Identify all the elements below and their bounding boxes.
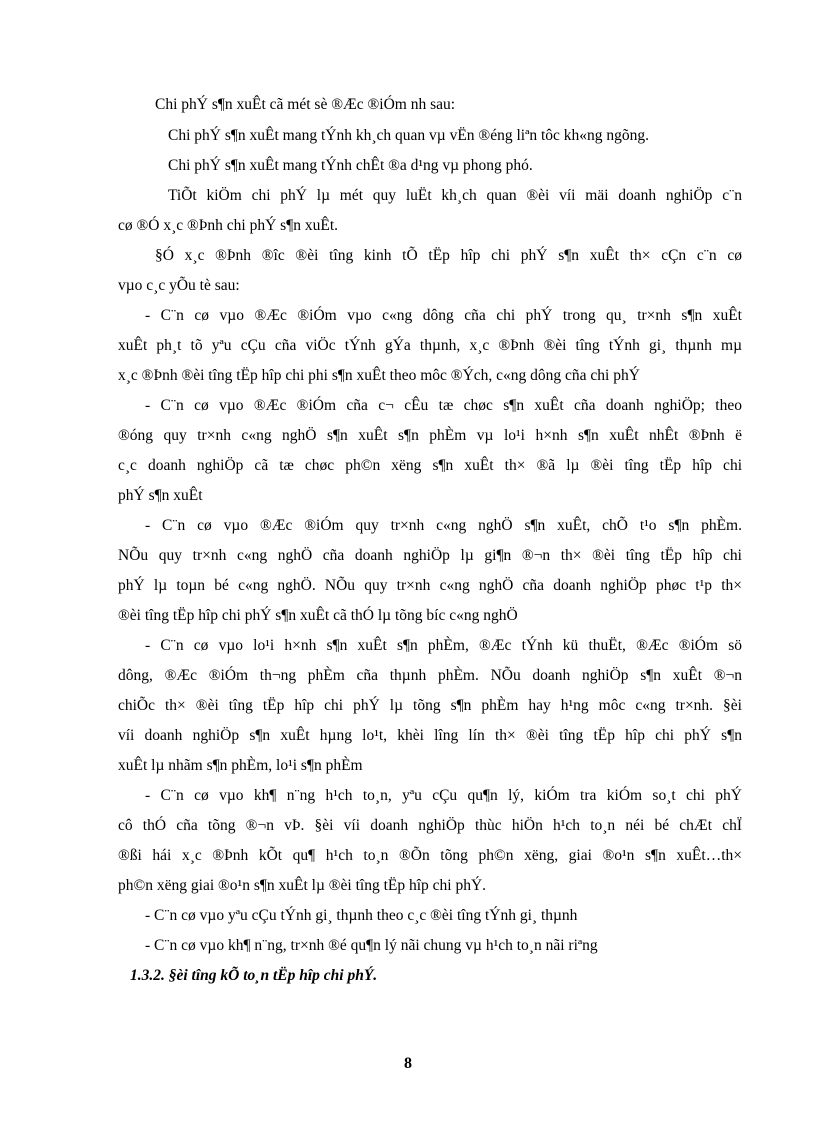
text-line: - C¨n cø vµo ®Æc ®iÓm cña c¬ cÊu tæ chøc s¶n xuÊt cña doanh nghiÖp; theo [145,397,742,414]
text-line: TiÕt kiÖm chi phÝ lµ mét quy luËt kh¸ch quan ®èi víi mäi doanh nghiÖp c¨n [168,187,742,204]
page-number: 8 [404,1055,412,1072]
text-line: ®óng quy tr×nh c«ng nghÖ s¶n xuÊt s¶n phÈm vµ lo¹i h×nh s¶n xuÊt nhÊt ®Þnh ë [118,427,742,444]
text-line: Chi phÝ s¶n xuÊt mang tÝnh kh¸ch quan vµ vËn ®éng liªn tôc kh«ng ngõng. [168,127,650,144]
text-line: - C¨n cø vµo lo¹i h×nh s¶n xuÊt s¶n phÈm, ®Æc tÝnh kü thuËt, ®Æc ®iÓm sö [145,637,742,654]
text-line: ®ßi hái x¸c ®Þnh kÕt qu¶ h¹ch to¸n ®Õn tõng ph©n xëng, giai ®o¹n s¶n xuÊt…th× [118,847,742,864]
text-line: Chi phÝ s¶n xuÊt cã mét sè ®Æc ®iÓm nh sau: [155,96,456,113]
text-line: cô thÓ cña tõng ®¬n vÞ. §èi víi doanh nghiÖp thùc hiÖn h¹ch to¸n néi bé chÆt chÏ [118,817,742,834]
text-line: - C¨n cø vµo ®Æc ®iÓm quy tr×nh c«ng nghÖ s¶n xuÊt, chÕ t¹o s¶n phÈm. [145,517,742,534]
text-line: - C¨n cø vµo ®Æc ®iÓm vµo c«ng dông cña chi phÝ trong qu¸ tr×nh s¶n xuÊt [145,307,742,324]
text-line: cø ®Ó x¸c ®Þnh chi phÝ s¶n xuÊt. [118,217,338,234]
text-line: §Ó x¸c ®Þnh ®îc ®èi tîng kinh tÕ tËp hîp chi phÝ s¶n xuÊt th× cÇn c¨n cø [155,247,742,264]
text-line: vµo c¸c yÕu tè sau: [118,277,240,294]
text-line: c¸c doanh nghiÖp cã tæ chøc ph©n xëng s¶n xuÊt th× ®ã lµ ®èi tîng tËp hîp chi [118,457,742,474]
text-line: víi doanh nghiÖp s¶n xuÊt hµng lo¹t, khèi lîng lín th× ®èi tîng tËp hîp chi phÝ s¶n [118,727,742,744]
text-line: phÝ s¶n xuÊt [118,487,203,504]
text-line: - C¨n cø vµo yªu cÇu tÝnh gi¸ thµnh theo c¸c ®èi tîng tÝnh gi¸ thµnh [145,907,578,924]
text-line: Chi phÝ s¶n xuÊt mang tÝnh chÊt ®a d¹ng vµ phong phó. [168,157,533,174]
text-line: - C¨n cø vµo kh¶ n¨ng, tr×nh ®é qu¶n lý nãi chung vµ h¹ch to¸n nãi riªng [145,937,598,954]
text-line: - C¨n cø vµo kh¶ n¨ng h¹ch to¸n, yªu cÇu qu¶n lý, kiÓm tra kiÓm so¸t chi phÝ [145,787,742,804]
text-line: ph©n xëng giai ®o¹n s¶n xuÊt lµ ®èi tîng tËp hîp chi phÝ. [118,877,487,894]
text-line: NÕu quy tr×nh c«ng nghÖ cña doanh nghiÖp lµ gi¶n ®¬n th× ®èi tîng tËp hîp chi [118,547,742,564]
text-line: xuÊt ph¸t tõ yªu cÇu cña viÖc tÝnh gÝa thµnh, x¸c ®Þnh ®èi tîng tÝnh gi¸ thµnh mµ [118,337,742,354]
text-line: ®èi tîng tËp hîp chi phÝ s¶n xuÊt cã thÓ lµ tõng bíc c«ng nghÖ [118,607,518,624]
text-line: phÝ lµ toµn bé c«ng nghÖ. NÕu quy tr×nh c«ng nghÖ cña doanh nghiÖp phøc t¹p th× [118,577,742,594]
text-line: xuÊt lµ nhãm s¶n phÈm, lo¹i s¶n phÈm [118,757,363,774]
text-line: chiÕc th× ®èi tîng tËp hîp chi phÝ lµ tõng s¶n phÈm hay h¹ng môc c«ng tr×nh. §èi [118,697,742,714]
text-line: x¸c ®Þnh ®èi tîng tËp hîp chi phi s¶n xuÊt theo môc ®Ých, c«ng dông cña chi phÝ [118,367,640,384]
section-heading: 1.3.2. §èi tîng kÕ to¸n tËp hîp chi phÝ. [130,967,378,984]
text-line: dông, ®Æc ®iÓm th¬ng phÈm cña thµnh phÈm. NÕu doanh nghiÖp s¶n xuÊt ®¬n [118,667,742,684]
